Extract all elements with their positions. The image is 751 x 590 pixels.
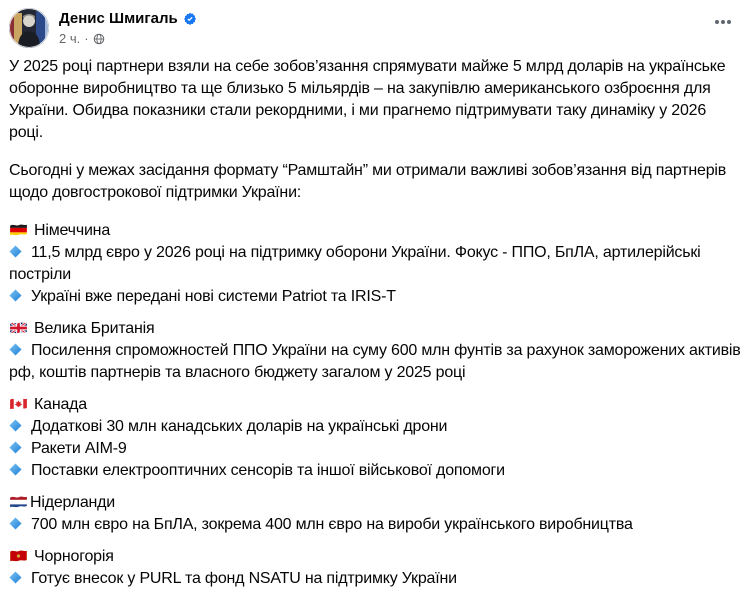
country-section-canada xyxy=(9,394,742,482)
country-section-germany xyxy=(9,220,742,308)
post-paragraph: Сьогодні у межах засідання формату “Рамштайн” ми отримали важливі зобов’язання від партнерів щодо довгострокової підтримки України: xyxy=(9,162,727,201)
blue-diamond-icon xyxy=(9,245,22,258)
bullet-item xyxy=(9,340,742,384)
bullet-item xyxy=(9,416,742,438)
canada-flag-icon xyxy=(9,397,28,411)
blue-diamond-icon xyxy=(9,571,22,584)
uk-flag-icon xyxy=(9,321,28,335)
blue-diamond-icon xyxy=(9,343,22,356)
montenegro-flag-icon xyxy=(9,549,28,563)
bullet-item xyxy=(9,568,742,590)
author-name-link[interactable]: Денис Шмигаль xyxy=(59,10,178,27)
bullet-item xyxy=(9,514,742,536)
country-name: Чорногорія xyxy=(34,548,114,565)
avatar-photo xyxy=(9,8,49,48)
post-body xyxy=(0,48,751,590)
bullet-text: Україні вже передані нові системи Patriot та IRIS-T xyxy=(31,288,396,305)
timestamp-link[interactable]: 2 ч. xyxy=(59,31,81,46)
bullet-item xyxy=(9,438,742,460)
bullet-text: 700 млн євро на БпЛА, зокрема 400 млн євро на вироби українського виробництва xyxy=(31,516,633,533)
country-heading xyxy=(9,394,742,416)
bullet-text: 11,5 млрд євро у 2026 році на підтримку оборони України. Фокус - ППО, БпЛА, артилерійські постріли xyxy=(9,244,701,283)
post-paragraph: У 2025 році партнери взяли на себе зобов’язання спрямувати майже 5 млрд доларів на українське оборонне виробництво та ще близько 5 мільярдів – на закупівлю американського озброєння для України. Обидва показники стали рекордними, і ми прагнемо підтримувати таку динаміку у 2026 році. xyxy=(9,58,726,141)
bullet-text: Поставки електрооптичних сенсорів та іншої військової допомоги xyxy=(31,462,505,479)
bullet-item xyxy=(9,242,742,286)
blue-diamond-icon xyxy=(9,419,22,432)
country-name: Канада xyxy=(34,396,87,413)
bullet-text: Посилення спроможностей ППО України на суму 600 млн фунтів за рахунок заморожених активів рф, коштів партнерів та власного бюджету загалом у 2025 році xyxy=(9,342,741,381)
header-info xyxy=(59,8,197,48)
blue-diamond-icon xyxy=(9,441,22,454)
verified-badge-icon xyxy=(183,12,197,26)
country-name: Велика Британія xyxy=(34,320,155,337)
netherlands-flag-icon xyxy=(9,495,28,509)
germany-flag-icon xyxy=(9,223,28,237)
bullet-text: Додаткові 30 млн канадських доларів на українські дрони xyxy=(31,418,448,435)
country-section-montenegro xyxy=(9,546,742,590)
country-heading xyxy=(9,492,742,514)
country-section-netherlands xyxy=(9,492,742,536)
country-name: Нідерланди xyxy=(30,494,116,511)
post-header xyxy=(0,0,751,48)
post-meta xyxy=(59,30,197,47)
bullet-text: Готує внесок у PURL та фонд NSATU на підтримку України xyxy=(31,570,457,587)
bullet-item xyxy=(9,286,742,308)
blue-diamond-icon xyxy=(9,517,22,530)
country-heading xyxy=(9,220,742,242)
country-name: Німеччина xyxy=(34,222,111,239)
country-heading xyxy=(9,318,742,340)
author-avatar[interactable] xyxy=(9,8,49,48)
country-heading xyxy=(9,546,742,568)
blue-diamond-icon xyxy=(9,463,22,476)
bullet-text: Ракети AIM-9 xyxy=(31,440,127,457)
more-options-icon xyxy=(713,12,733,32)
more-options-button[interactable] xyxy=(709,10,737,34)
bullet-item xyxy=(9,460,742,482)
blue-diamond-icon xyxy=(9,289,22,302)
globe-icon xyxy=(93,33,105,45)
country-section-uk xyxy=(9,318,742,384)
meta-separator: · xyxy=(84,31,89,46)
